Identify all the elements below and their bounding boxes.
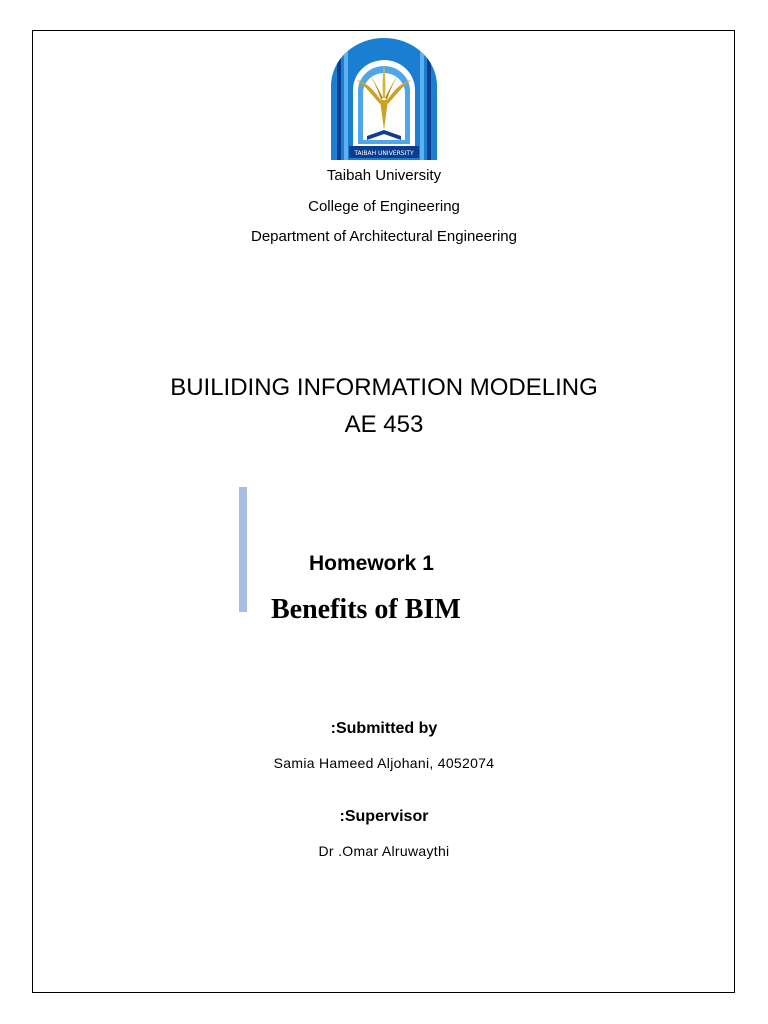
course-code: AE 453 <box>344 411 424 438</box>
course-title: BUILIDING INFORMATION MODELING <box>170 374 598 401</box>
university-name: Taibah University <box>326 167 442 184</box>
taibah-university-emblem-icon <box>331 38 437 160</box>
homework-subject: Benefits of BIM <box>271 594 461 625</box>
submitted-by-value: Samia Hameed Aljohani, 4052074 <box>273 755 495 771</box>
logo-text: TAIBAH UNIVERSITY <box>354 150 414 157</box>
homework-title: Homework 1 <box>309 552 434 575</box>
supervisor-heading: :Supervisor <box>339 808 429 825</box>
accent-bar <box>239 487 247 612</box>
supervisor-value: Dr .Omar Alruwaythi <box>318 843 450 859</box>
college-name: College of Engineering <box>308 198 460 215</box>
submitted-by-heading: :Submitted by <box>330 720 438 737</box>
department-name: Department of Architectural Engineering <box>251 228 517 245</box>
